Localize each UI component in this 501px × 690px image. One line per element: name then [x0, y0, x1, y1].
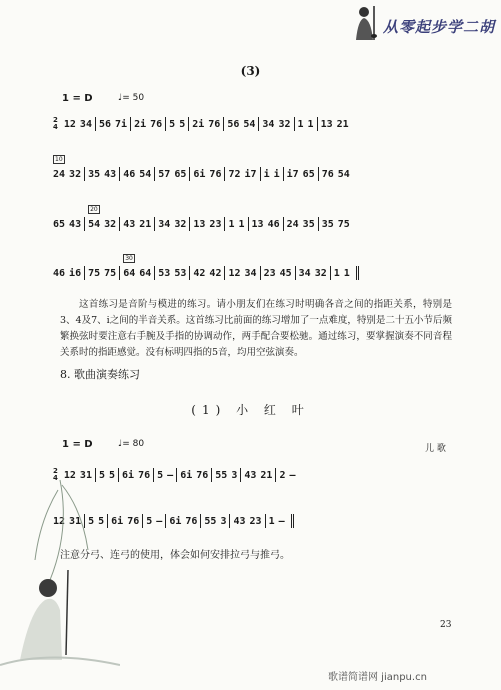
note-group: 1 [297, 118, 304, 130]
note-group: 43 [244, 469, 257, 481]
exercise-description: 这首练习是音阶与模进的练习。请小朋友们在练习时明确各音之间的指距关系，特别是3、4及7、i之间的半音关系。这首练习比前面的练习增加了一点难度，特别是二十五小节后频繁换弦时要注意右手腕及手指的协调动作，两手配合要松驰。通过练习，要掌握演奏不同音程关系时的指距感觉。没有标明四指的5音，均用空弦演奏。 [60, 299, 452, 358]
measure [50, 117, 95, 131]
measure [275, 468, 298, 482]
note-group: i6 [69, 267, 82, 279]
note-group: i7 [286, 168, 299, 180]
note-group: 6i [169, 515, 182, 527]
measure [50, 156, 84, 181]
measure [119, 217, 154, 231]
note-group: 13 [251, 218, 264, 230]
measure [223, 117, 258, 131]
measure [224, 266, 259, 280]
exercise-row [50, 206, 465, 232]
measure [224, 167, 259, 181]
measure [317, 117, 352, 131]
note-group: – [289, 469, 296, 481]
measure [119, 167, 154, 181]
note-group: 1 [333, 267, 340, 279]
note-group: 31 [69, 515, 82, 527]
note-group: 21 [139, 218, 152, 230]
rehearsal-mark: 20 [90, 206, 98, 213]
measure [240, 468, 275, 482]
measure [153, 468, 176, 482]
measure [265, 514, 294, 528]
measure [200, 514, 229, 528]
note-group: 65 [302, 168, 315, 180]
note-group: 54 [88, 218, 101, 230]
note-group: 54 [139, 168, 152, 180]
note-group: 1 [238, 218, 245, 230]
note-group: 13 [320, 118, 333, 130]
note-group: 23 [263, 267, 276, 279]
measure [283, 217, 318, 231]
note-group: 75 [104, 267, 117, 279]
note-group: 3 [231, 469, 238, 481]
measure [189, 217, 224, 231]
note-group: 34 [262, 118, 275, 130]
exercise-row [50, 255, 465, 281]
note-group: 2 [279, 469, 286, 481]
measure [154, 217, 189, 231]
note-group: 43 [123, 218, 136, 230]
note-group: 46 [53, 267, 66, 279]
note-group: 1 [228, 218, 235, 230]
note-group: 32 [69, 168, 82, 180]
note-group: 43 [104, 168, 117, 180]
note-group: 76 [208, 118, 221, 130]
note-group: 53 [174, 267, 187, 279]
measure [84, 206, 119, 231]
rehearsal-mark: 30 [125, 255, 133, 262]
note-group: 34 [79, 118, 92, 130]
measure [154, 167, 189, 181]
note-group: 5 [109, 469, 116, 481]
measure [95, 117, 130, 131]
measure [84, 167, 119, 181]
note-group: 32 [174, 218, 187, 230]
note-group: 13 [193, 218, 206, 230]
note-group: 42 [209, 267, 222, 279]
note-group: 76 [196, 469, 209, 481]
note-group: i7 [244, 168, 257, 180]
note-group: 7i [115, 118, 128, 130]
girl-with-erhu-illustration [0, 467, 120, 670]
note-group: 76 [138, 469, 151, 481]
measure [50, 266, 84, 280]
section-title: (3) [240, 64, 261, 78]
note-group: 55 [204, 515, 217, 527]
note-group: 6i [122, 469, 135, 481]
note-group: 76 [209, 168, 222, 180]
exercise-row [50, 116, 465, 132]
song-title: (1) 小 红 叶 [191, 403, 310, 417]
note-group: 75 [337, 218, 350, 230]
note-group: 6i [193, 168, 206, 180]
note-group: 23 [209, 218, 222, 230]
measure [165, 117, 188, 131]
note-group: 5 [169, 118, 176, 130]
measure [176, 468, 211, 482]
note-group: 64 [139, 267, 152, 279]
measure [211, 468, 240, 482]
time-signature: 2 4 [53, 116, 58, 131]
measure [189, 167, 224, 181]
note-group: – [156, 515, 163, 527]
sub-heading: 8. 歌曲演奏练习 [60, 368, 140, 381]
note-group: 2i [134, 118, 147, 130]
measure [84, 266, 119, 280]
exercise-row [50, 156, 465, 182]
page-number: 23 [440, 620, 452, 630]
note-group: 64 [123, 267, 136, 279]
page-header [320, 6, 501, 46]
measure [258, 117, 293, 131]
measure [165, 514, 200, 528]
measure [260, 266, 295, 280]
note-group: 76 [150, 118, 163, 130]
tempo-marking: ♩= 50 [118, 93, 145, 103]
note-group: 76 [127, 515, 140, 527]
note-group: 65 [174, 168, 187, 180]
note-group: 72 [228, 168, 241, 180]
site-watermark: 歌谱简谱网 jianpu.cn [328, 672, 427, 683]
note-group: 1 [268, 515, 275, 527]
measure [119, 255, 154, 280]
note-group: 34 [244, 267, 257, 279]
measure [224, 217, 247, 231]
rehearsal-mark: 10 [55, 156, 63, 163]
note-group: 5 [98, 469, 105, 481]
note-group: 53 [158, 267, 171, 279]
note-group: 43 [69, 218, 82, 230]
time-signature: 2 4 [53, 467, 58, 482]
note-group: 56 [98, 118, 112, 130]
note-group: 12 [63, 118, 76, 130]
book-title: 从零起步学二胡 [382, 18, 495, 36]
note-group: 3 [220, 515, 227, 527]
note-group: 23 [249, 515, 262, 527]
note-group: 24 [53, 168, 66, 180]
note-group: 21 [336, 118, 349, 130]
note-group: 5 [98, 515, 105, 527]
note-group: 35 [88, 168, 101, 180]
note-group: 76 [185, 515, 198, 527]
note-group: 12 [63, 469, 76, 481]
note-group: 55 [215, 469, 228, 481]
measure [189, 266, 224, 280]
note-group: 54 [337, 168, 350, 180]
measure [318, 167, 353, 181]
note-group: 32 [104, 218, 117, 230]
measure [294, 117, 317, 131]
note-group: 5 [179, 118, 186, 130]
note-group: 12 [53, 515, 66, 527]
performance-note: 注意分弓、连弓的使用，体会如何安排拉弓与推弓。 [60, 550, 290, 561]
note-group: 1 [343, 267, 350, 279]
note-group: 43 [233, 515, 246, 527]
note-group: 6i [180, 469, 193, 481]
note-group: 46 [267, 218, 280, 230]
note-group: 35 [302, 218, 315, 230]
note-group: 54 [243, 118, 256, 130]
note-group: – [167, 469, 174, 481]
note-group: 75 [88, 267, 101, 279]
note-group: 5 [157, 469, 164, 481]
note-group: 2i [192, 118, 205, 130]
note-group: 35 [321, 218, 334, 230]
note-group: 46 [123, 168, 136, 180]
note-group: 21 [260, 469, 273, 481]
measure [50, 217, 84, 231]
note-group: 1 [307, 118, 314, 130]
song-key-signature: 1 = D [62, 439, 93, 450]
song-genre: 儿 歌 [425, 444, 446, 454]
note-group: 65 [53, 218, 66, 230]
measure [248, 217, 283, 231]
note-group: 34 [298, 267, 311, 279]
note-group: – [278, 515, 285, 527]
measure [130, 117, 165, 131]
note-group: 31 [79, 469, 92, 481]
measure [229, 514, 264, 528]
measure [142, 514, 165, 528]
note-group: 32 [278, 118, 291, 130]
note-group: 45 [279, 267, 292, 279]
measure [118, 468, 153, 482]
note-group: 42 [193, 267, 206, 279]
measure [330, 266, 359, 280]
note-group: 5 [146, 515, 153, 527]
note-group: 57 [158, 168, 171, 180]
measure [283, 167, 318, 181]
measure [295, 266, 330, 280]
note-group: 24 [286, 218, 299, 230]
note-group: 76 [321, 168, 334, 180]
song-tempo-marking: ♩= 80 [118, 439, 145, 449]
note-group: 12 [228, 267, 241, 279]
note-group: 34 [158, 218, 171, 230]
note-group: 32 [314, 267, 327, 279]
key-signature: 1 = D [62, 93, 93, 104]
measure [188, 117, 223, 131]
note-group: 6i [111, 515, 124, 527]
note-group: 56 [227, 118, 240, 130]
measure [318, 217, 353, 231]
erhu-player-icon [344, 4, 384, 42]
note-group: i [273, 168, 280, 180]
measure [154, 266, 189, 280]
note-group: i [263, 168, 270, 180]
measure [260, 167, 283, 181]
note-group: 5 [88, 515, 95, 527]
